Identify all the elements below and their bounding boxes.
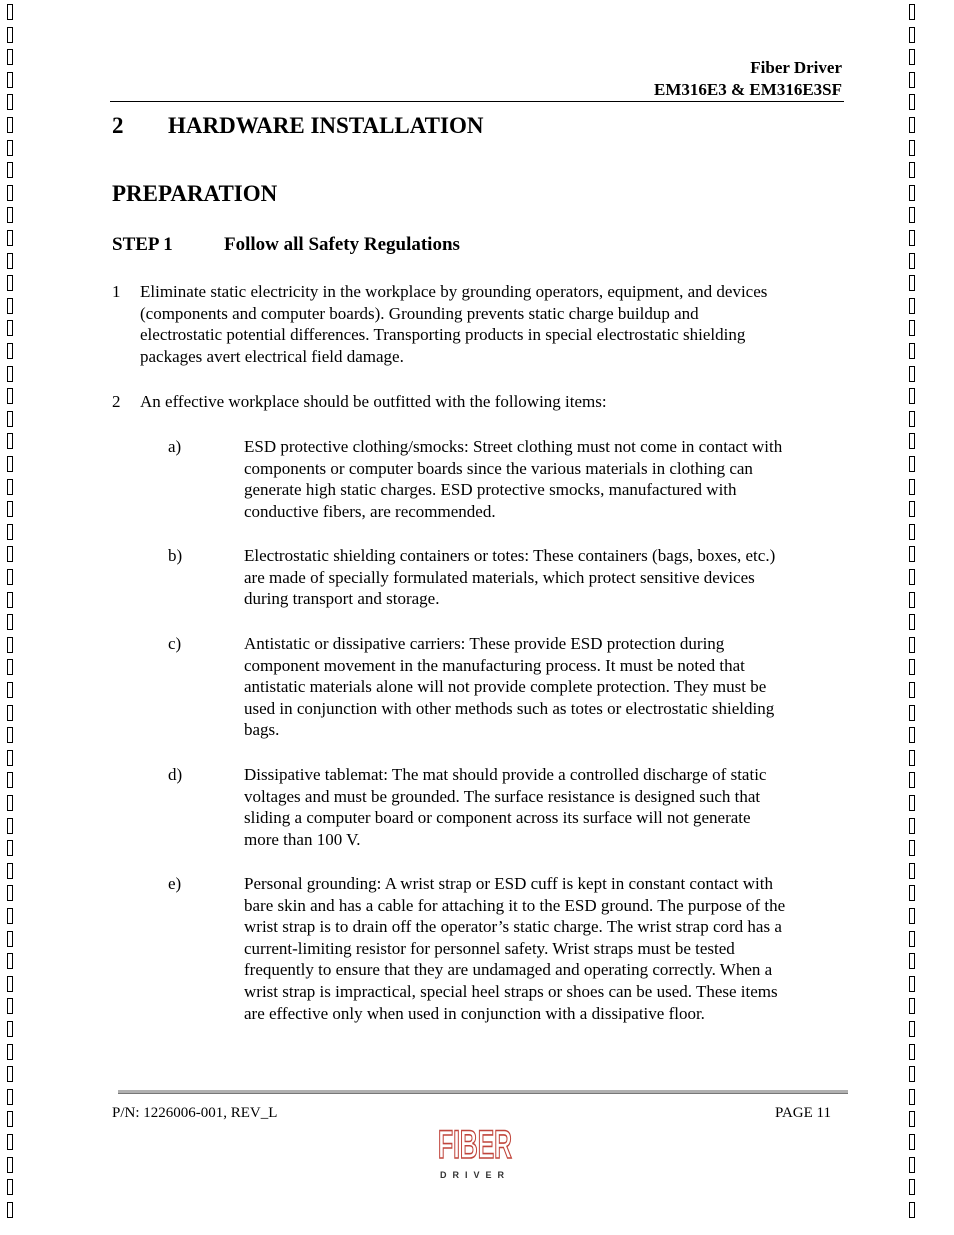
logo-driver-word: DRIVER bbox=[439, 1170, 511, 1180]
binding-hole-mark bbox=[909, 818, 915, 834]
binding-hole-mark bbox=[909, 772, 915, 788]
text-line: bare skin and has a cable for attaching it to the ESD ground. The purpose of the bbox=[244, 895, 786, 915]
binding-hole-mark bbox=[909, 433, 915, 449]
text-line: antistatic materials alone will not provide complete protection. They must be bbox=[244, 677, 767, 697]
binding-hole-mark bbox=[909, 4, 915, 20]
document-header bbox=[654, 57, 842, 101]
numbered-paragraph-2 bbox=[112, 391, 842, 413]
binding-hole-mark bbox=[7, 614, 13, 630]
binding-hole-mark bbox=[909, 908, 915, 924]
logo-wordmark bbox=[438, 1123, 512, 1180]
item-label: b) bbox=[168, 546, 183, 565]
binding-hole-mark bbox=[909, 1179, 915, 1195]
item-text bbox=[244, 545, 844, 610]
text-line: used in conjunction with other methods such as totes or electrostatic shielding bbox=[244, 698, 775, 718]
binding-hole-mark bbox=[909, 298, 915, 314]
text-line: bags. bbox=[244, 720, 280, 740]
binding-hole-mark bbox=[909, 637, 915, 653]
paragraph-text bbox=[140, 281, 842, 367]
binding-hole-mark bbox=[7, 275, 13, 291]
binding-holes-right bbox=[909, 4, 919, 1232]
text-line: Dissipative tablemat: The mat should provide a controlled discharge of static bbox=[244, 765, 767, 784]
binding-hole-mark bbox=[909, 230, 915, 246]
text-line: wrist strap is impractical, special heel straps or shoes can be used. These items bbox=[244, 981, 778, 1001]
binding-hole-mark bbox=[7, 320, 13, 336]
binding-hole-mark bbox=[909, 998, 915, 1014]
binding-hole-mark bbox=[7, 592, 13, 608]
binding-hole-mark bbox=[7, 117, 13, 133]
text-line: ESD protective clothing/smocks: Street clothing must not come in contact with bbox=[244, 437, 783, 456]
binding-hole-mark bbox=[909, 162, 915, 178]
text-line: Electrostatic shielding containers or totes: These containers (bags, boxes, etc.) bbox=[244, 546, 776, 565]
binding-hole-mark bbox=[909, 1021, 915, 1037]
binding-hole-mark bbox=[909, 320, 915, 336]
header-rule bbox=[110, 101, 844, 102]
binding-hole-mark bbox=[7, 524, 13, 540]
binding-hole-mark bbox=[7, 433, 13, 449]
binding-hole-mark bbox=[7, 705, 13, 721]
binding-hole-mark bbox=[7, 682, 13, 698]
binding-hole-mark bbox=[7, 1157, 13, 1173]
item-text bbox=[244, 873, 844, 1024]
binding-hole-mark bbox=[909, 1202, 915, 1218]
binding-hole-mark bbox=[7, 818, 13, 834]
item-text bbox=[244, 764, 844, 850]
binding-hole-mark bbox=[7, 863, 13, 879]
binding-hole-mark bbox=[7, 388, 13, 404]
binding-hole-mark bbox=[7, 659, 13, 675]
binding-hole-mark bbox=[909, 863, 915, 879]
text-line: Antistatic or dissipative carriers: These provide ESD protection during bbox=[244, 634, 725, 653]
binding-hole-mark bbox=[909, 343, 915, 359]
binding-hole-mark bbox=[909, 27, 915, 43]
binding-hole-mark bbox=[7, 4, 13, 20]
text-line: sliding a computer board or component across its surface will not generate bbox=[244, 808, 751, 828]
fiber-driver-logo bbox=[434, 1120, 516, 1182]
binding-hole-mark bbox=[909, 207, 915, 223]
binding-hole-mark bbox=[909, 1111, 915, 1127]
text-line: are effective only when used in conjunction with a dissipative floor. bbox=[244, 1003, 705, 1023]
binding-hole-mark bbox=[909, 411, 915, 427]
binding-hole-mark bbox=[7, 795, 13, 811]
binding-hole-mark bbox=[909, 49, 915, 65]
binding-hole-mark bbox=[7, 456, 13, 472]
binding-hole-mark bbox=[7, 343, 13, 359]
item-text bbox=[244, 436, 844, 522]
binding-hole-mark bbox=[7, 1044, 13, 1060]
binding-hole-mark bbox=[909, 388, 915, 404]
binding-hole-mark bbox=[7, 207, 13, 223]
binding-holes-left bbox=[7, 4, 17, 1232]
binding-hole-mark bbox=[7, 976, 13, 992]
binding-hole-mark bbox=[909, 1134, 915, 1150]
binding-hole-mark bbox=[7, 230, 13, 246]
binding-hole-mark bbox=[909, 705, 915, 721]
text-line: electrostatic potential differences. Transporting products in special electrostatic shielding bbox=[140, 325, 746, 345]
list-item-c bbox=[168, 633, 844, 741]
text-line: voltages and must be grounded. The surface resistance is designed such that bbox=[244, 786, 761, 806]
numbered-paragraph-1 bbox=[112, 281, 842, 367]
item-label: d) bbox=[168, 765, 183, 784]
binding-hole-mark bbox=[909, 592, 915, 608]
list-item-b bbox=[168, 545, 844, 610]
section-heading: PREPARATION bbox=[112, 181, 278, 206]
binding-hole-mark bbox=[7, 546, 13, 562]
binding-hole-mark bbox=[7, 772, 13, 788]
step-heading bbox=[112, 234, 460, 256]
text-line: more than 100 V. bbox=[244, 829, 361, 849]
text-line: frequently to ensure that they are undamaged and operating correctly. When a bbox=[244, 960, 773, 980]
binding-hole-mark bbox=[909, 976, 915, 992]
binding-hole-mark bbox=[7, 501, 13, 517]
text-line: current-limiting resistor for personnel safety. Wrist straps must be tested bbox=[244, 938, 735, 958]
binding-hole-mark bbox=[909, 1157, 915, 1173]
binding-hole-mark bbox=[7, 840, 13, 856]
binding-hole-mark bbox=[909, 569, 915, 585]
text-line: conductive fibers, are recommended. bbox=[244, 501, 496, 521]
paragraph-text bbox=[140, 391, 842, 413]
part-number: P/N: 1226006-001, REV_L bbox=[112, 1105, 278, 1121]
binding-hole-mark bbox=[7, 162, 13, 178]
text-line: wrist strap is to drain off the operator’s static charge. The wrist strap cord has a bbox=[244, 917, 782, 937]
binding-hole-mark bbox=[7, 569, 13, 585]
binding-hole-mark bbox=[909, 117, 915, 133]
binding-hole-mark bbox=[7, 931, 13, 947]
footer-rule bbox=[118, 1090, 848, 1094]
text-line: Eliminate static electricity in the workplace by grounding operators, equipment, and devices bbox=[140, 282, 768, 301]
binding-hole-mark bbox=[909, 94, 915, 110]
binding-hole-mark bbox=[909, 479, 915, 495]
binding-hole-mark bbox=[7, 479, 13, 495]
item-label: e) bbox=[168, 874, 182, 893]
binding-hole-mark bbox=[909, 275, 915, 291]
text-line: components or computer boards since the various materials in clothing can bbox=[244, 458, 753, 478]
binding-hole-mark bbox=[909, 140, 915, 156]
text-line: An effective workplace should be outfitted with the following items: bbox=[140, 392, 607, 411]
binding-hole-mark bbox=[7, 27, 13, 43]
text-line: Personal grounding: A wrist strap or ESD cuff is kept in constant contact with bbox=[244, 874, 773, 893]
binding-hole-mark bbox=[909, 659, 915, 675]
binding-hole-mark bbox=[7, 1202, 13, 1218]
text-line: component movement in the manufacturing process. It must be noted that bbox=[244, 655, 745, 675]
list-item-d bbox=[168, 764, 844, 850]
step-title: Follow all Safety Regulations bbox=[224, 234, 460, 255]
text-line: packages avert electrical field damage. bbox=[140, 346, 404, 366]
item-label: a) bbox=[168, 437, 182, 456]
paragraph-number: 1 bbox=[112, 282, 121, 301]
binding-hole-mark bbox=[909, 682, 915, 698]
binding-hole-mark bbox=[7, 1134, 13, 1150]
binding-hole-mark bbox=[909, 1044, 915, 1060]
binding-hole-mark bbox=[909, 501, 915, 517]
binding-hole-mark bbox=[7, 750, 13, 766]
binding-hole-mark bbox=[909, 253, 915, 269]
header-product: Fiber Driver bbox=[750, 58, 842, 77]
binding-hole-mark bbox=[7, 1066, 13, 1082]
binding-hole-mark bbox=[7, 727, 13, 743]
binding-hole-mark bbox=[7, 885, 13, 901]
binding-hole-mark bbox=[7, 637, 13, 653]
binding-hole-mark bbox=[7, 908, 13, 924]
binding-hole-mark bbox=[7, 1111, 13, 1127]
item-label: c) bbox=[168, 634, 182, 653]
binding-hole-mark bbox=[909, 840, 915, 856]
binding-hole-mark bbox=[7, 185, 13, 201]
binding-hole-mark bbox=[7, 1021, 13, 1037]
binding-hole-mark bbox=[7, 49, 13, 65]
binding-hole-mark bbox=[7, 411, 13, 427]
binding-hole-mark bbox=[909, 727, 915, 743]
binding-hole-mark bbox=[7, 998, 13, 1014]
binding-hole-mark bbox=[909, 72, 915, 88]
binding-hole-mark bbox=[909, 795, 915, 811]
paragraph-number: 2 bbox=[112, 392, 121, 411]
list-item-e bbox=[168, 873, 844, 1024]
binding-hole-mark bbox=[909, 931, 915, 947]
text-line: generate high static charges. ESD protective smocks, manufactured with bbox=[244, 480, 737, 500]
binding-hole-mark bbox=[7, 953, 13, 969]
chapter-heading bbox=[112, 113, 483, 139]
binding-hole-mark bbox=[909, 366, 915, 382]
step-number: STEP 1 bbox=[112, 234, 173, 255]
binding-hole-mark bbox=[909, 546, 915, 562]
header-model: EM316E3 & EM316E3SF bbox=[654, 80, 842, 99]
binding-hole-mark bbox=[909, 953, 915, 969]
text-line: during transport and storage. bbox=[244, 589, 440, 609]
binding-hole-mark bbox=[909, 750, 915, 766]
binding-hole-mark bbox=[7, 253, 13, 269]
chapter-number: 2 bbox=[112, 113, 124, 138]
item-text bbox=[244, 633, 844, 741]
binding-hole-mark bbox=[909, 1066, 915, 1082]
list-item-a bbox=[168, 436, 844, 522]
text-line: are made of specially formulated materials, which protect sensitive devices bbox=[244, 567, 755, 587]
binding-hole-mark bbox=[7, 140, 13, 156]
binding-hole-mark bbox=[7, 1089, 13, 1105]
binding-hole-mark bbox=[7, 72, 13, 88]
binding-hole-mark bbox=[7, 1179, 13, 1195]
binding-hole-mark bbox=[909, 1089, 915, 1105]
chapter-title: HARDWARE INSTALLATION bbox=[168, 113, 484, 138]
binding-hole-mark bbox=[909, 614, 915, 630]
binding-hole-mark bbox=[909, 524, 915, 540]
binding-hole-mark bbox=[7, 298, 13, 314]
binding-hole-mark bbox=[7, 94, 13, 110]
binding-hole-mark bbox=[7, 366, 13, 382]
binding-hole-mark bbox=[909, 456, 915, 472]
binding-hole-mark bbox=[909, 885, 915, 901]
page-number: PAGE 11 bbox=[775, 1105, 831, 1121]
text-line: (components and computer boards). Grounding prevents static charge buildup and bbox=[140, 303, 699, 323]
binding-hole-mark bbox=[909, 185, 915, 201]
logo-fiber-word: FIBER bbox=[438, 1123, 513, 1167]
